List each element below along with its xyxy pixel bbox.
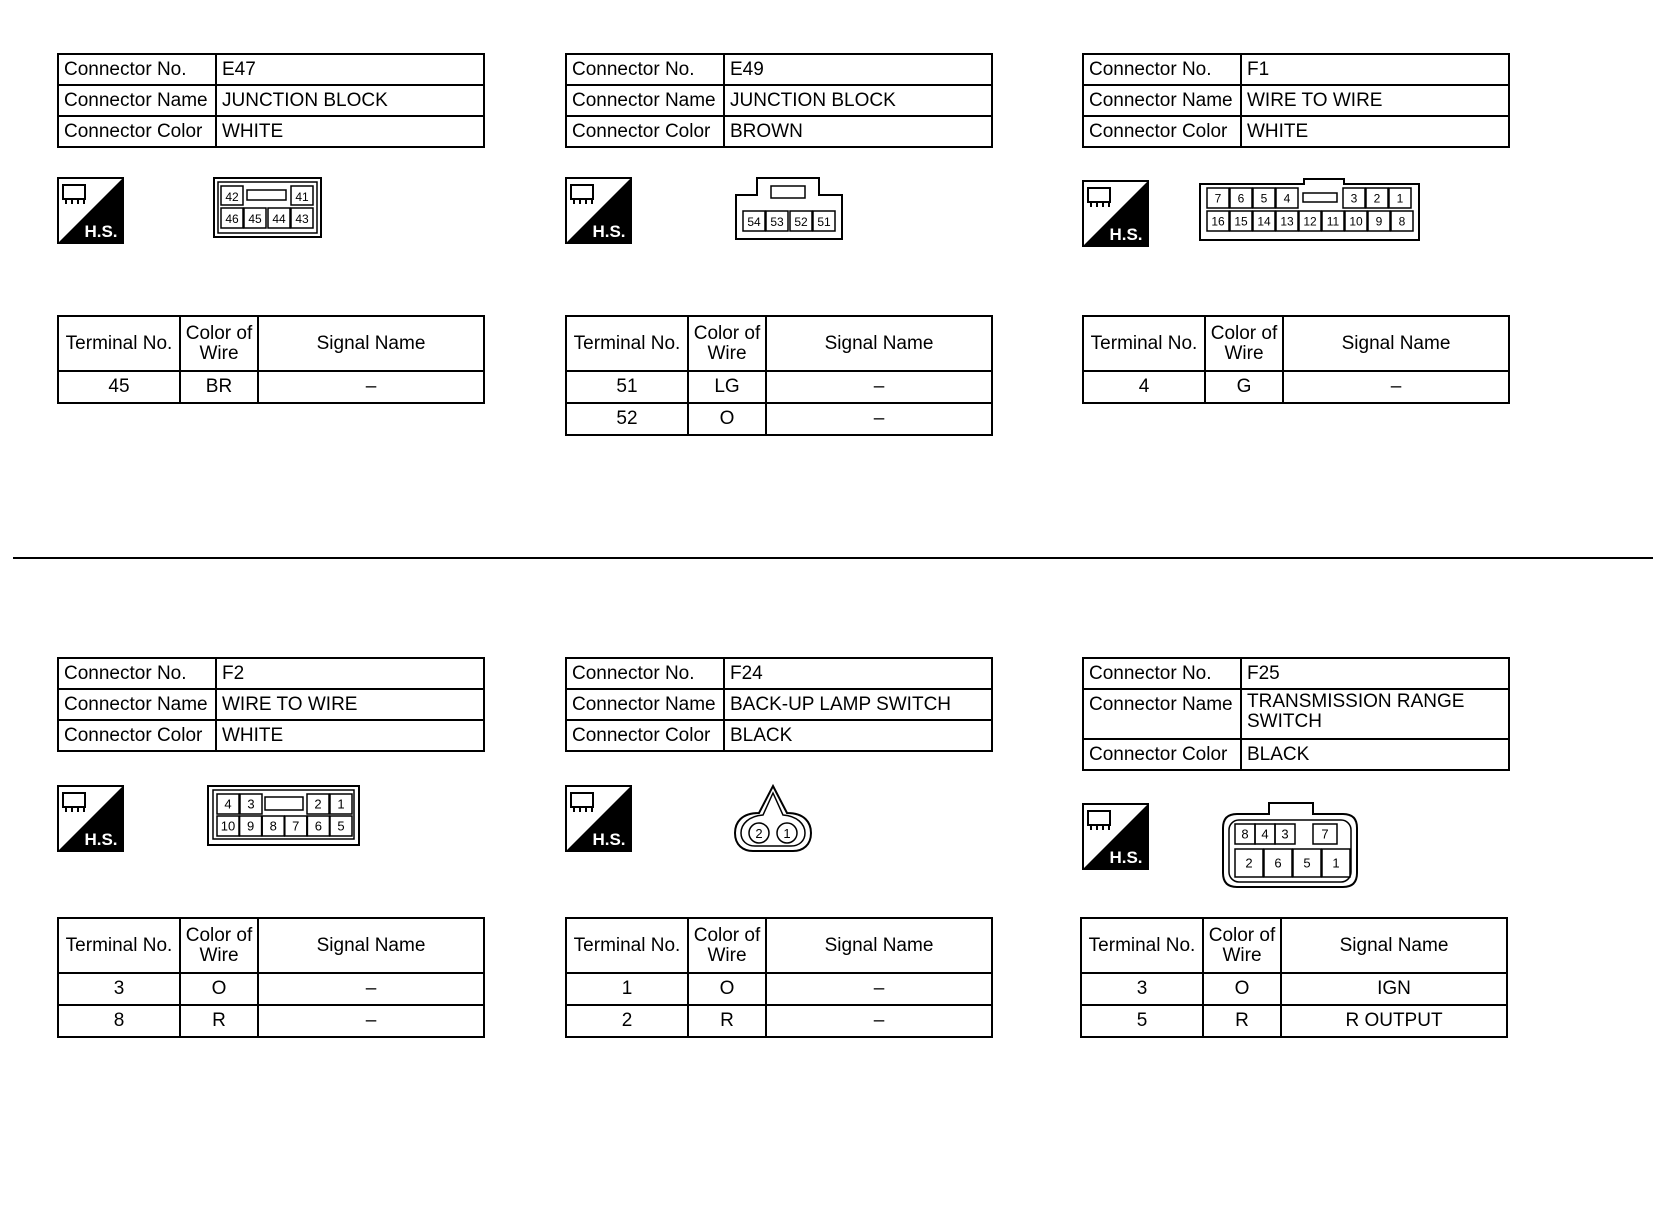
pin-label: 5 xyxy=(1260,191,1268,206)
connector-f2-face-diagram xyxy=(207,785,361,847)
connector-color-label: Connector Color xyxy=(58,116,216,147)
hs-harness-side-icon xyxy=(565,785,632,852)
pin-label: 2 xyxy=(314,796,322,812)
terminal-no-cell: 51 xyxy=(566,371,688,403)
terminal-no-header: Terminal No. xyxy=(1081,918,1203,973)
connector-color-label: Connector Color xyxy=(1083,739,1241,770)
hs-harness-side-icon xyxy=(57,785,124,852)
table-row xyxy=(566,973,992,1005)
connector-color-value: WHITE xyxy=(216,720,484,751)
wire-color-cell: LG xyxy=(688,371,766,403)
connector-name-value: TRANSMISSION RANGE SWITCH xyxy=(1241,689,1509,739)
wire-color-cell: G xyxy=(1205,371,1283,403)
connector-name-value: WIRE TO WIRE xyxy=(216,689,484,720)
terminal-table-f1 xyxy=(1082,315,1510,404)
signal-name-cell: – xyxy=(766,371,992,403)
terminal-no-header: Terminal No. xyxy=(58,918,180,973)
color-of-wire-header: Color of Wire xyxy=(1205,316,1283,371)
pin-label: 3 xyxy=(247,796,255,812)
pin-label: 4 xyxy=(1283,191,1291,206)
wire-color-cell: BR xyxy=(180,371,258,403)
connector-name-value: JUNCTION BLOCK xyxy=(724,85,992,116)
connector-color-value: WHITE xyxy=(1241,116,1509,147)
connector-name-label: Connector Name xyxy=(58,85,216,116)
pin-label: 11 xyxy=(1326,214,1340,229)
terminal-no-header: Terminal No. xyxy=(566,316,688,371)
pin-label: 42 xyxy=(225,190,239,204)
connector-no-label: Connector No. xyxy=(58,658,216,689)
connector-name-label: Connector Name xyxy=(566,689,724,720)
connector-color-value: WHITE xyxy=(216,116,484,147)
connector-color-value: BROWN xyxy=(724,116,992,147)
terminal-no-header: Terminal No. xyxy=(1083,316,1205,371)
connector-no-value: F1 xyxy=(1241,54,1509,85)
table-row xyxy=(1081,973,1507,1005)
terminal-no-header: Terminal No. xyxy=(58,316,180,371)
pin-label: 41 xyxy=(295,190,309,204)
pin-label: 44 xyxy=(272,212,286,226)
terminal-no-cell: 1 xyxy=(566,973,688,1005)
signal-name-header: Signal Name xyxy=(766,316,992,371)
pin-label: 45 xyxy=(248,212,262,226)
connector-name-label: Connector Name xyxy=(566,85,724,116)
pin-label: 1 xyxy=(337,796,345,812)
hs-label: H.S. xyxy=(84,222,118,241)
pin-label: 6 xyxy=(1274,855,1282,871)
terminal-table-f24 xyxy=(565,917,993,1038)
signal-name-cell: – xyxy=(258,371,484,403)
signal-name-cell: IGN xyxy=(1281,973,1507,1005)
color-of-wire-header: Color of Wire xyxy=(180,918,258,973)
pin-label: 3 xyxy=(1350,191,1358,206)
connector-latch xyxy=(265,797,303,810)
connector-info-table xyxy=(565,53,993,148)
signal-name-header: Signal Name xyxy=(1283,316,1509,371)
wire-color-cell: O xyxy=(180,973,258,1005)
terminal-table-e47 xyxy=(57,315,485,404)
signal-name-header: Signal Name xyxy=(1281,918,1507,973)
connector-color-label: Connector Color xyxy=(566,720,724,751)
terminal-table-e49 xyxy=(565,315,993,436)
connector-no-value: E47 xyxy=(216,54,484,85)
connector-f2 xyxy=(57,657,485,752)
color-of-wire-header: Color of Wire xyxy=(1203,918,1281,973)
connector-color-value: BLACK xyxy=(724,720,992,751)
connector-no-label: Connector No. xyxy=(566,54,724,85)
pin-label: 7 xyxy=(1321,826,1329,842)
connector-e47-face-diagram xyxy=(213,177,323,239)
pin-label: 6 xyxy=(314,818,323,834)
connector-f24-face-diagram xyxy=(733,783,813,855)
hs-harness-side-icon xyxy=(1082,803,1149,870)
signal-name-cell: – xyxy=(1283,371,1509,403)
pin-label: 2 xyxy=(755,826,763,841)
wire-color-cell: O xyxy=(688,973,766,1005)
pin-label: 51 xyxy=(817,215,831,229)
pin-label: 8 xyxy=(1398,214,1406,229)
color-of-wire-header: Color of Wire xyxy=(688,316,766,371)
hs-label: H.S. xyxy=(1109,848,1143,867)
pin-label: 2 xyxy=(1245,855,1253,871)
pin-label: 9 xyxy=(246,818,255,834)
pin-label: 4 xyxy=(224,796,232,812)
wire-color-cell: R xyxy=(688,1005,766,1037)
table-row xyxy=(566,403,992,435)
pin-label: 16 xyxy=(1211,214,1225,229)
signal-name-cell: – xyxy=(258,1005,484,1037)
table-row xyxy=(566,1005,992,1037)
connector-name-value: JUNCTION BLOCK xyxy=(216,85,484,116)
pin-label: 5 xyxy=(1303,855,1311,871)
hs-harness-side-icon xyxy=(1082,180,1149,247)
hs-harness-side-icon xyxy=(565,177,632,244)
terminal-no-cell: 5 xyxy=(1081,1005,1203,1037)
table-row xyxy=(566,371,992,403)
connector-no-value: E49 xyxy=(724,54,992,85)
connector-info-table xyxy=(57,53,485,148)
connector-e49-face-diagram xyxy=(734,177,844,241)
terminal-table-f2 xyxy=(57,917,485,1038)
pin-label: 1 xyxy=(1332,855,1340,871)
pin-label: 9 xyxy=(1375,214,1383,229)
hs-label: H.S. xyxy=(592,830,626,849)
connector-f25-face-diagram xyxy=(1221,801,1359,889)
pin-label: 10 xyxy=(1349,214,1363,229)
connector-no-value: F25 xyxy=(1241,658,1509,689)
signal-name-header: Signal Name xyxy=(258,918,484,973)
pin-label: 46 xyxy=(225,212,239,226)
terminal-no-cell: 45 xyxy=(58,371,180,403)
connector-info-table xyxy=(1082,657,1510,771)
pin-label: 1 xyxy=(1396,191,1404,206)
pin-label: 5 xyxy=(337,818,345,834)
table-row xyxy=(1081,1005,1507,1037)
connector-name-value: BACK-UP LAMP SWITCH xyxy=(724,689,992,720)
connector-latch xyxy=(1303,193,1337,202)
connector-f24 xyxy=(565,657,993,752)
connector-color-label: Connector Color xyxy=(566,116,724,147)
hs-harness-side-icon xyxy=(57,177,124,244)
wire-color-cell: R xyxy=(180,1005,258,1037)
color-of-wire-header: Color of Wire xyxy=(688,918,766,973)
table-row xyxy=(58,371,484,403)
connector-info-table xyxy=(57,657,485,752)
pin-label: 43 xyxy=(295,212,309,226)
pin-label: 7 xyxy=(1214,191,1222,206)
signal-name-cell: – xyxy=(766,973,992,1005)
pin-label: 8 xyxy=(1241,826,1249,842)
signal-name-cell: R OUTPUT xyxy=(1281,1005,1507,1037)
hs-label: H.S. xyxy=(1109,225,1143,244)
connector-f1-face-diagram xyxy=(1199,178,1421,242)
pin-label: 53 xyxy=(770,215,784,229)
connector-name-value: WIRE TO WIRE xyxy=(1241,85,1509,116)
connector-f1 xyxy=(1082,53,1510,148)
hs-label: H.S. xyxy=(592,222,626,241)
connector-no-value: F24 xyxy=(724,658,992,689)
color-of-wire-header: Color of Wire xyxy=(180,316,258,371)
connector-color-label: Connector Color xyxy=(1083,116,1241,147)
signal-name-cell: – xyxy=(258,973,484,1005)
section-divider xyxy=(13,557,1653,559)
terminal-no-cell: 3 xyxy=(1081,973,1203,1005)
wire-color-cell: O xyxy=(1203,973,1281,1005)
terminal-no-cell: 8 xyxy=(58,1005,180,1037)
pin-label: 6 xyxy=(1237,191,1245,206)
connector-info-table xyxy=(565,657,993,752)
pin-label: 13 xyxy=(1280,214,1294,229)
connector-color-label: Connector Color xyxy=(58,720,216,751)
pin-label: 14 xyxy=(1257,214,1271,229)
wire-color-cell: R xyxy=(1203,1005,1281,1037)
pin-label: 8 xyxy=(269,818,277,834)
pin-label: 54 xyxy=(747,215,761,229)
table-row xyxy=(1083,371,1509,403)
signal-name-header: Signal Name xyxy=(258,316,484,371)
terminal-table-f25 xyxy=(1080,917,1508,1038)
connector-no-value: F2 xyxy=(216,658,484,689)
pin-label: 12 xyxy=(1303,214,1317,229)
terminal-no-cell: 52 xyxy=(566,403,688,435)
connector-name-label: Connector Name xyxy=(58,689,216,720)
pin-label: 10 xyxy=(220,818,236,834)
signal-name-cell: – xyxy=(766,403,992,435)
connector-color-value: BLACK xyxy=(1241,739,1509,770)
pin-label: 52 xyxy=(794,215,808,229)
pin-label: 3 xyxy=(1281,826,1289,842)
signal-name-header: Signal Name xyxy=(766,918,992,973)
table-row xyxy=(58,1005,484,1037)
connector-e49 xyxy=(565,53,993,148)
connector-no-label: Connector No. xyxy=(58,54,216,85)
hs-label: H.S. xyxy=(84,830,118,849)
terminal-no-cell: 3 xyxy=(58,973,180,1005)
terminal-no-header: Terminal No. xyxy=(566,918,688,973)
connector-no-label: Connector No. xyxy=(566,658,724,689)
pin-label: 4 xyxy=(1261,826,1269,842)
connector-no-label: Connector No. xyxy=(1083,658,1241,689)
wire-color-cell: O xyxy=(688,403,766,435)
connector-e47 xyxy=(57,53,485,148)
connector-no-label: Connector No. xyxy=(1083,54,1241,85)
pin-label: 1 xyxy=(783,826,791,841)
table-row xyxy=(58,973,484,1005)
pin-label: 7 xyxy=(292,818,300,834)
pin-label: 2 xyxy=(1373,191,1381,206)
connector-info-table xyxy=(1082,53,1510,148)
pin-label: 15 xyxy=(1234,214,1248,229)
connector-name-label: Connector Name xyxy=(1083,689,1241,739)
connector-name-label: Connector Name xyxy=(1083,85,1241,116)
terminal-no-cell: 4 xyxy=(1083,371,1205,403)
terminal-no-cell: 2 xyxy=(566,1005,688,1037)
connector-f25 xyxy=(1082,657,1510,771)
signal-name-cell: – xyxy=(766,1005,992,1037)
